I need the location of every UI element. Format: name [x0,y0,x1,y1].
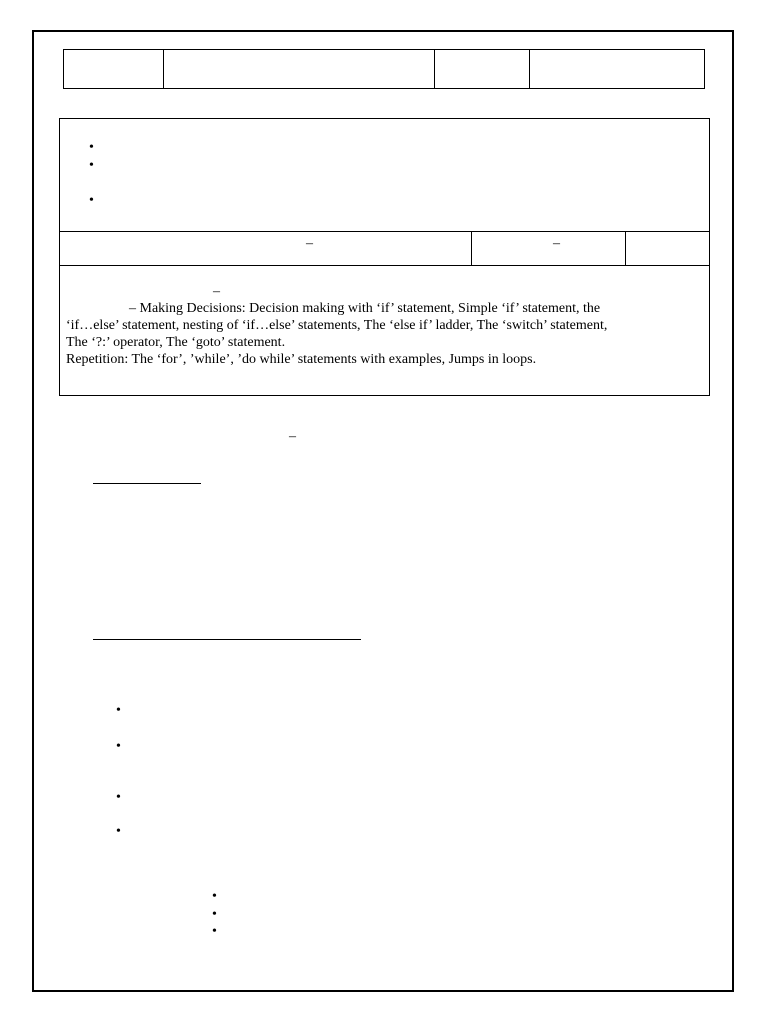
list-bullet: • [116,703,121,718]
list-bullet: • [116,790,121,805]
syllabus-box [59,118,710,396]
heading-underline [93,639,361,640]
sublist-bullet: • [212,889,217,904]
list-bullet: • [116,824,121,839]
hours-dash: – [553,236,560,251]
syllabus-content [66,300,702,368]
list-bullet: • [89,193,94,208]
header-cell-2 [164,50,435,88]
section-dash: – [289,429,296,444]
sublist-bullet: • [212,924,217,939]
topic-dash: – [213,284,220,299]
header-cell-3 [435,50,530,88]
header-table [63,49,705,89]
unit-header-cell-2 [472,232,626,265]
list-bullet: • [89,158,94,173]
header-cell-1 [64,50,164,88]
unit-header-cell-3 [626,232,709,265]
list-bullet: • [89,140,94,155]
unit-dash: – [306,236,313,251]
unit-header-row [60,231,709,266]
syllabus-line: ‘if…else’ statement, nesting of ‘if…else’ statements, The ‘else if’ ladder, The ‘switch’ statement, [66,318,608,333]
syllabus-line: The ‘?:’ operator, The ‘goto’ statement. [66,335,286,350]
syllabus-line: – Making Decisions: Decision making with ‘if’ statement, Simple ‘if’ statement, the [129,301,601,316]
unit-header-cell-1 [60,232,472,265]
header-cell-4 [530,50,704,88]
syllabus-line: Repetition: The ‘for’, ’while’, ’do while’ statements with examples, Jumps in loops. [66,352,537,367]
heading-underline [93,483,201,484]
sublist-bullet: • [212,907,217,922]
list-bullet: • [116,739,121,754]
